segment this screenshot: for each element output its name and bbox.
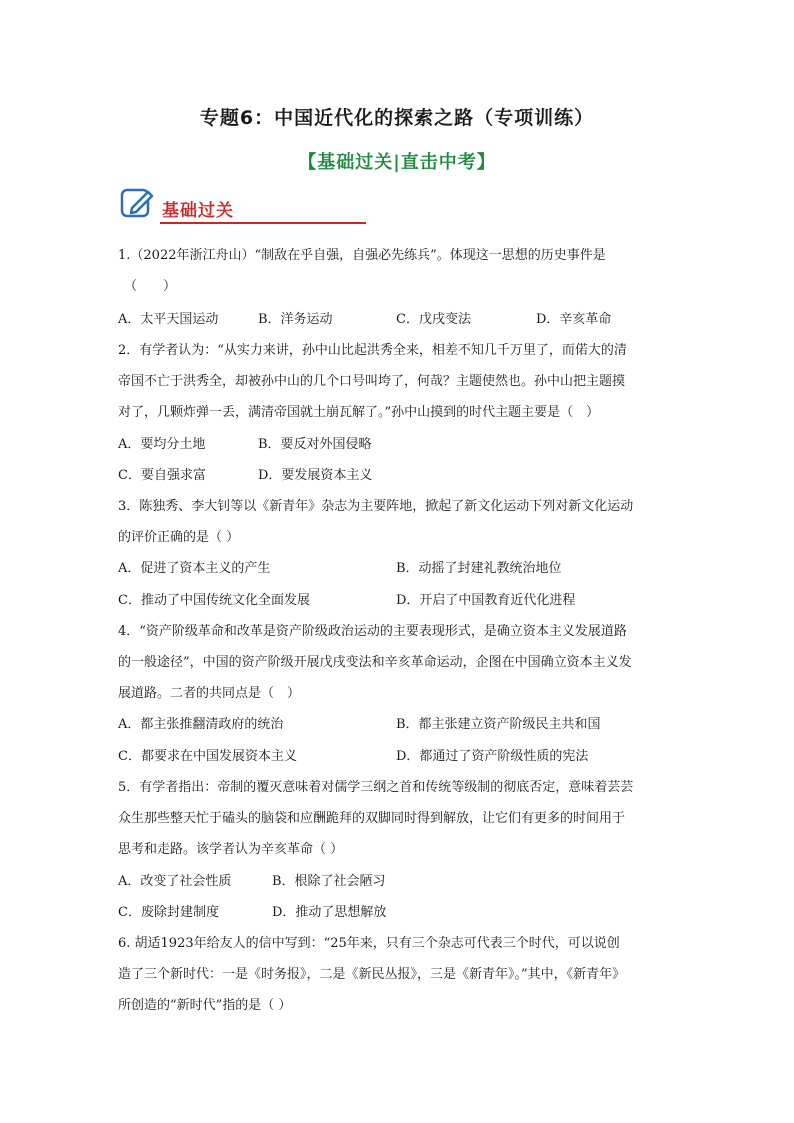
question-5-stem: 5．有学者指出：帝制的覆灭意味着对儒学三纲之首和传统等级制的彻底否定，意味着芸芸 众生那些整天忙于磕头的脑袋和应酬跪拜的双脚同时得到解放，让它们有更多的时间用于 思考和走路。该学者认为辛亥革命（ ） [118,780,634,857]
q4-option-b: B．都主张建立资产阶级民主共和国 [396,717,601,732]
question-2-stem: 2．有学者认为：“从实力来讲，孙中山比起洪秀全来，相差不知几千万里了，而偌大的清 帝国不亡于洪秀全，却被孙中山的几个口号叫垮了，何哉？主题使然也。孙中山把主题摸 对了，几颗炸弹一丢，满清帝国就土崩瓦解了。”孙中山摸到的时代主题主要是（ ） [118,343,627,420]
q3-option-c: C．推动了中国传统文化全面发展 [118,593,310,608]
q2-option-c: C．要自强求富 [118,468,206,483]
q1-option-a: A．太平天国运动 [118,312,219,327]
pencil-icon [120,186,154,220]
q4-option-c: C．都要求在中国发展资本主义 [118,749,297,764]
q1-option-c: C．戊戌变法 [396,312,471,327]
question-6-stem: 6. 胡适1923年给友人的信中写到：“25年来，只有三个杂志可代表三个时代，可以说创 造了三个新时代：一是《时务报》，二是《新民丛报》，三是《新青年》。”其中，《新青年》 所创造的“新时代”指的是（ ） [118,936,626,1013]
section-underline [160,222,366,224]
q2-option-d: D．要发展资本主义 [258,468,373,483]
question-4-stem: 4．“资产阶级革命和改革是资产阶级政治运动的主要表现形式，是确立资本主义发展道路 的一般途径”，中国的资产阶级开展戊戌变法和辛亥革命运动，企图在中国确立资本主义发 展道路。二者的共同点是（ ） [118,624,632,701]
q5-option-a: A．改变了社会性质 [118,874,232,889]
section-label: 基础过关 [162,201,234,221]
q4-option-d: D．都通过了资产阶级性质的宪法 [396,749,589,764]
q1-option-d: D．辛亥革命 [536,312,612,327]
q1-option-b: B．洋务运动 [258,312,333,327]
q5-option-b: B．根除了社会陋习 [272,874,386,889]
q3-option-a: A．促进了资本主义的产生 [118,561,271,576]
page-subtitle: 【基础过关|直击中考】 [298,152,496,173]
q3-option-b: B．动摇了封建礼教统治地位 [396,561,562,576]
q3-option-d: D．开启了中国教育近代化进程 [396,593,576,608]
question-3-stem: 3．陈独秀、李大钊等以《新青年》杂志为主要阵地，掀起了新文化运动下列对新文化运动 的评价正确的是（ ） [118,499,634,545]
q4-option-a: A．都主张推翻清政府的统治 [118,717,284,732]
question-1-stem: 1.（2022年浙江舟山）“制敌在乎自强，自强必先练兵”。体现这一思想的历史事件是 （ ） [118,248,606,294]
q5-option-d: D．推动了思想解放 [272,905,387,920]
q2-option-a: A．要均分土地 [118,437,206,452]
page-title: 专题6：中国近代化的探索之路（专项训练） [199,107,595,129]
q2-option-b: B．要反对外国侵略 [258,437,372,452]
q5-option-c: C．废除封建制度 [118,905,219,920]
